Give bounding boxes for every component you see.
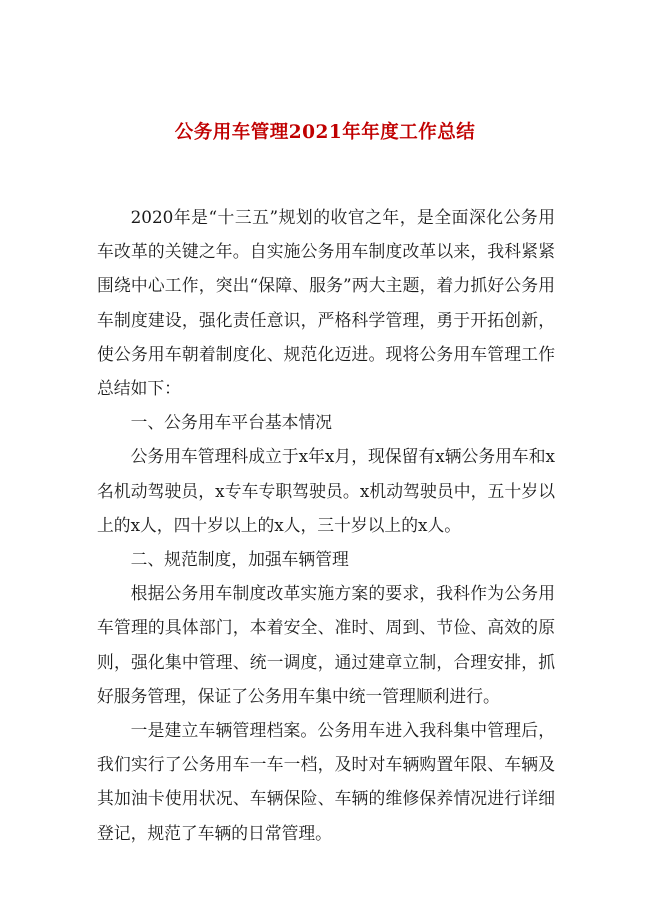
paragraph-intro: 2020年是“十三五”规划的收官之年，是全面深化公务用车改革的关键之年。自实施公务用车制度改革以来，我科紧紧围绕中心工作，突出“保障、服务”两大主题，着力抓好公务用车制度建设，强化责任意识，严格科学管理，勇于开拓创新，使公务用车朝着制度化、规范化迈进。现将公务用车管理工作总结如下： [97,207,555,399]
paragraph-platform: 公务用车管理科成立于x年x月，现保留有x辆公务用车和x名机动驾驶员，x专车专职驾驶员。x机动驾驶员中，五十岁以上的x人，四十岁以上的x人，三十岁以上的x人。 [97,446,555,535]
section-heading-1: 一、公务用车平台基本情况 [130,412,332,433]
paragraph-archive: 一是建立车辆管理档案。公务用车进入我科集中管理后，我们实行了公务用车一车一档，及时对车辆购置年限、车辆及其加油卡使用状况、车辆保险、车辆的维修保养情况进行详细登记，规范了车辆的日常管理。 [97,720,555,843]
section-heading-2: 二、规范制度，加强车辆管理 [130,549,349,570]
document-title: 公务用车管理2021年年度工作总结 [174,122,476,143]
document-body [97,200,555,850]
paragraph-regulation: 根据公务用车制度改革实施方案的要求，我科作为公务用车管理的具体部门，本着安全、准时、周到、节俭、高效的原则，强化集中管理、统一调度，通过建章立制，合理安排，抓好服务管理，保证了公务用车集中统一管理顺利进行。 [97,583,555,706]
